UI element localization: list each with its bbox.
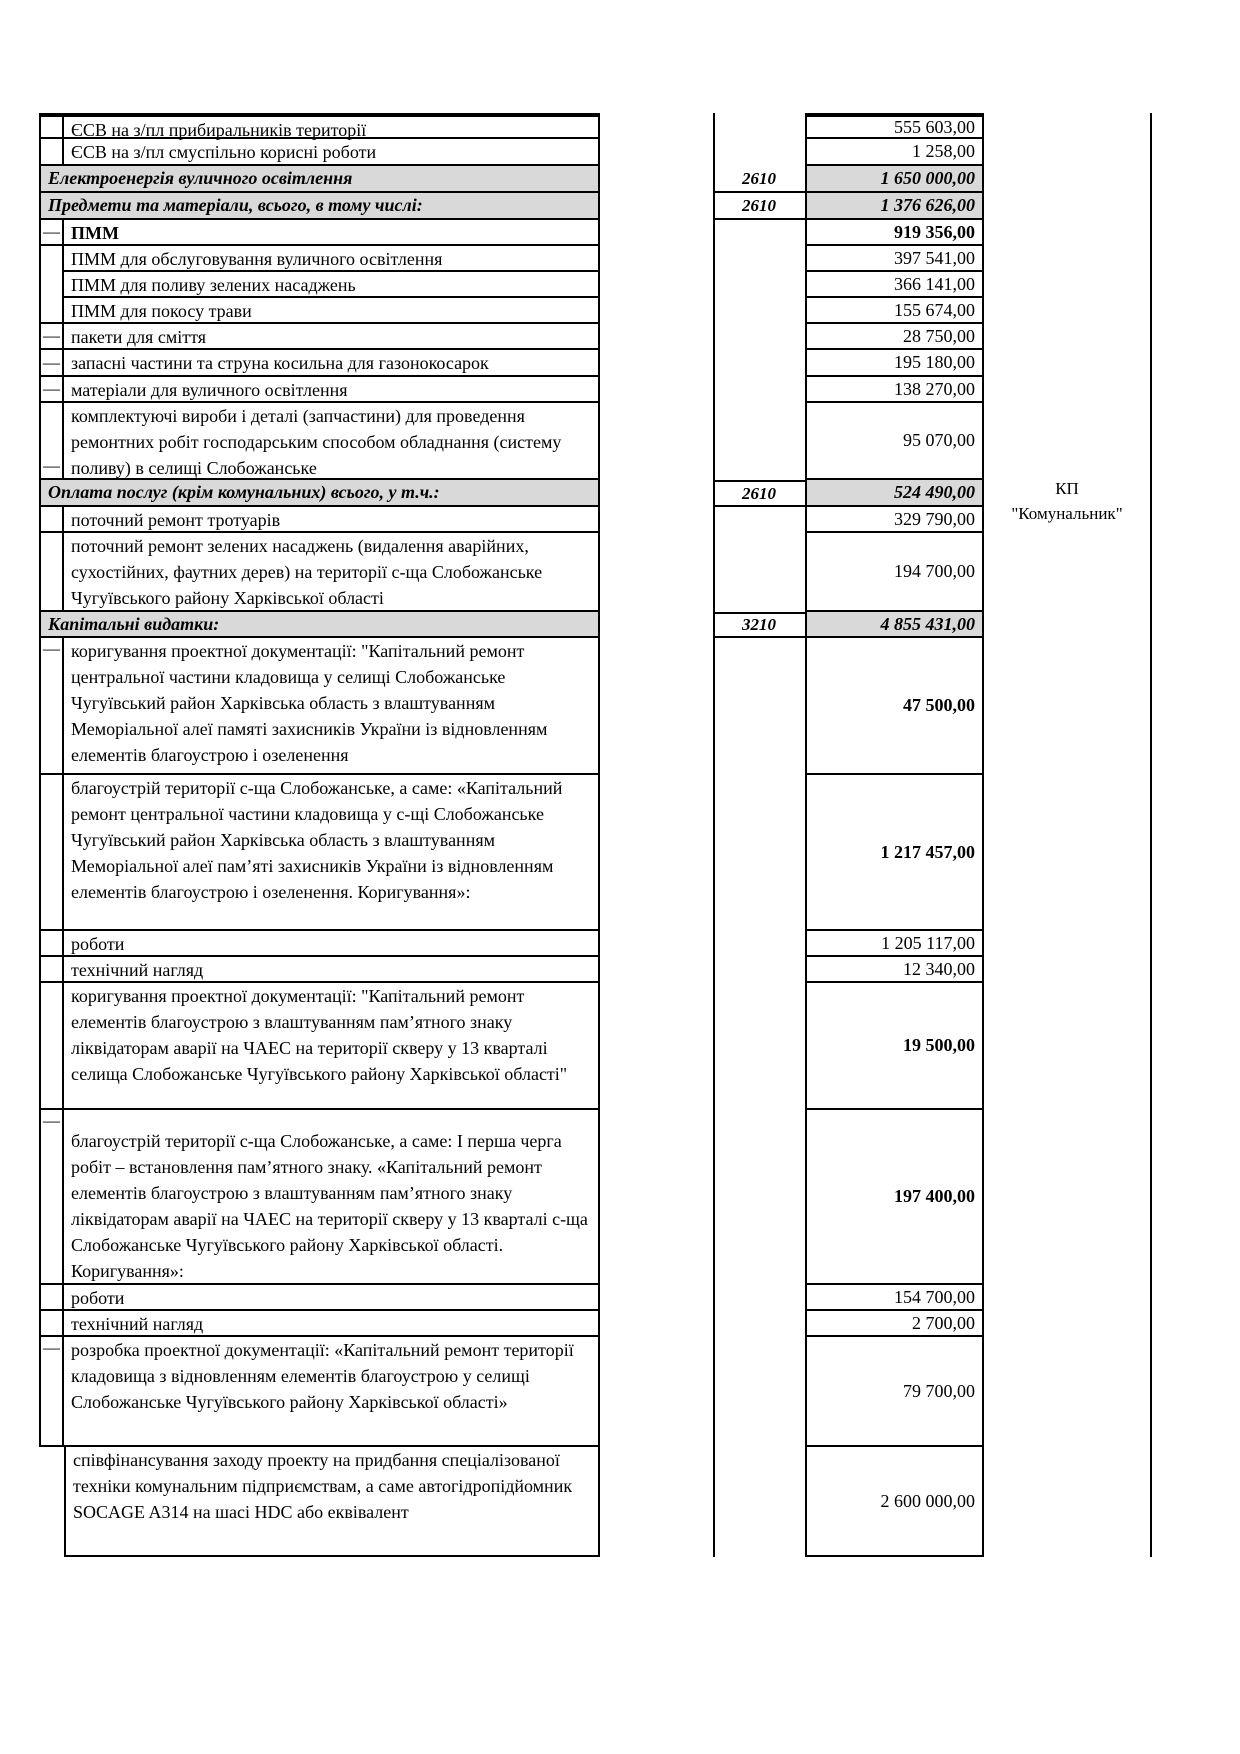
kekv-code (713, 775, 805, 931)
dash-cell (39, 113, 64, 139)
row-label: благоустрій території с-ща Слобожанське, а саме: «Капітальний ремонт центральної частини кладовища у с-щі Слобожанське Чугуївський район Харківська область з влаштуванням Меморіальної алеї пам’яті захисників України із відновленням елементів благоустрою і озеленення. Коригування»: (64, 775, 600, 931)
gap-cell (600, 113, 713, 139)
row-amount: 4 855 431,00 (805, 612, 984, 638)
kekv-code (713, 350, 805, 377)
dash-marker: — (43, 639, 60, 658)
row-amount: 919 356,00 (805, 220, 984, 246)
table-row (39, 957, 984, 983)
row-amount: 155 674,00 (805, 298, 984, 324)
kekv-code (713, 507, 805, 533)
kekv-code (713, 1311, 805, 1337)
row-label: роботи (64, 931, 600, 957)
row-label: поточний ремонт тротуарів (64, 507, 600, 533)
gap-cell (600, 272, 713, 298)
table-row (39, 403, 984, 480)
gap-cell (600, 1311, 713, 1337)
dash-cell (39, 324, 64, 350)
table-row (39, 113, 984, 139)
dash-cell (39, 533, 64, 612)
dash-marker: — (43, 379, 60, 398)
row-amount: 1 205 117,00 (805, 931, 984, 957)
row-amount: 28 750,00 (805, 324, 984, 350)
dash-cell (39, 638, 64, 775)
gap-cell (600, 638, 713, 775)
dash-marker: — (43, 1111, 60, 1130)
executor-column-rule (1150, 113, 1152, 1557)
dash-marker: — (43, 1338, 60, 1357)
row-amount: 366 141,00 (805, 272, 984, 298)
row-amount: 1 376 626,00 (805, 193, 984, 220)
row-label: ЄСВ на з/пл смуспільно корисні роботи (64, 139, 600, 166)
table-row (39, 507, 984, 533)
kekv-column-rule (713, 113, 715, 1557)
row-label: ПММ для поливу зелених насаджень (64, 272, 600, 298)
gap-cell (600, 957, 713, 983)
gap-cell (600, 324, 713, 350)
row-label: технічний нагляд (64, 957, 600, 983)
gap-cell (600, 350, 713, 377)
dash-cell (39, 298, 64, 324)
row-label: ЄСВ на з/пл прибиральників території (64, 113, 600, 139)
kekv-code: 2610 (713, 166, 805, 193)
table-row-section (39, 612, 984, 638)
dash-marker: — (43, 222, 60, 241)
gap-cell (600, 1447, 713, 1557)
table-row (39, 931, 984, 957)
row-amount: 12 340,00 (805, 957, 984, 983)
row-label: матеріали для вуличного освітлення (64, 377, 600, 403)
table-row (39, 533, 984, 612)
row-amount: 47 500,00 (805, 638, 984, 775)
kekv-code (713, 983, 805, 1110)
table-row-section (39, 193, 984, 220)
gap-cell (600, 612, 713, 638)
dash-cell (39, 403, 64, 480)
dash-cell (39, 1285, 64, 1311)
kekv-code (713, 1285, 805, 1311)
gap-cell (600, 480, 713, 507)
row-amount: 2 600 000,00 (805, 1447, 984, 1557)
table-row (39, 1337, 984, 1447)
table-row (39, 983, 984, 1110)
table-row (39, 1110, 984, 1285)
gap-cell (600, 377, 713, 403)
row-amount: 524 490,00 (805, 480, 984, 507)
row-label: поточний ремонт зелених насаджень (видалення аварійних, сухостійних, фаутних дерев) на території с-ща Слобожанське Чугуївського району Харківської області (64, 533, 600, 612)
kekv-code (713, 1110, 805, 1285)
gap-cell (600, 193, 713, 220)
dash-cell (39, 1311, 64, 1337)
gap-cell (600, 1337, 713, 1447)
row-label: співфінансування заходу проекту на придбання спеціалізованої техніки комунальним підприємствам, а саме автогідропідйомник SOCAGE A314 на шасі HDC або еквівалент (64, 1447, 600, 1557)
row-amount: 1 217 457,00 (805, 775, 984, 931)
row-amount: 79 700,00 (805, 1337, 984, 1447)
row-label: благоустрій території с-ща Слобожанське, а саме: І перша черга робіт – встановлення пам’ятного знаку. «Капітальний ремонт елементів благоустрою з влаштуванням пам’ятного знаку ліквідаторам аварії на ЧАЕС на території скверу у 13 кварталі с-ща Слобожанське Чугуївського району Харківської області. Коригування»: (64, 1110, 600, 1285)
gap-cell (600, 298, 713, 324)
table-row (39, 272, 984, 298)
dash-cell (39, 775, 64, 931)
kekv-code (713, 246, 805, 272)
gap-cell (600, 166, 713, 193)
row-label: ПММ для обслуговування вуличного освітлення (64, 246, 600, 272)
row-amount: 194 700,00 (805, 533, 984, 612)
executor-note-line2: "Комунальник" (1011, 504, 1123, 523)
table-row (39, 775, 984, 931)
kekv-code (713, 1447, 805, 1557)
budget-table (39, 113, 1123, 1557)
section-label: Оплата послуг (крім комунальних) всього, у т.ч.: (39, 480, 600, 507)
row-label: коригування проектної документації: "Капітальний ремонт центральної частини кладовища у селищі Слобожанське Чугуївський район Харківська область з влаштуванням Меморіальної алеї памяті захисників України із відновленням елементів благоустрою і озеленення (64, 638, 600, 775)
table-row (39, 246, 984, 272)
row-label: розробка проектної документації: «Капітальний ремонт території кладовища з відновленням елементів благоустрою у селищі Слобожанське Чугуївського району Харківської області» (64, 1337, 600, 1447)
row-label: комплектуючі вироби і деталі (запчастини) для проведення ремонтних робіт господарським способом обладнання (систему поливу) в селищі Слобожанське (64, 403, 600, 480)
gap-cell (600, 1110, 713, 1285)
dash-cell (39, 507, 64, 533)
section-label: Електроенергія вуличного освітлення (39, 166, 600, 193)
dash-cell (39, 246, 64, 272)
row-amount: 197 400,00 (805, 1110, 984, 1285)
kekv-code (713, 377, 805, 403)
table-row (39, 298, 984, 324)
empty-margin-cell (39, 1447, 64, 1557)
dash-cell (39, 983, 64, 1110)
row-label: коригування проектної документації: "Капітальний ремонт елементів благоустрою з влаштуванням пам’ятного знаку ліквідаторам аварії на ЧАЕС на території скверу у 13 кварталі селища Слобожанське Чугуївського району Харківської області" (64, 983, 600, 1110)
dash-marker: — (43, 326, 60, 345)
row-amount: 138 270,00 (805, 377, 984, 403)
dash-marker: — (43, 352, 60, 372)
kekv-code (713, 957, 805, 983)
row-amount: 1 258,00 (805, 139, 984, 166)
row-amount: 555 603,00 (805, 113, 984, 139)
table-row-section (39, 166, 984, 193)
table-row (39, 1311, 984, 1337)
row-label: пакети для сміття (64, 324, 600, 350)
row-label: технічний нагляд (64, 1311, 600, 1337)
table-row (39, 220, 984, 246)
kekv-code (713, 272, 805, 298)
executor-note (986, 476, 1148, 526)
row-label: запасні частини та струна косильна для газонокосарок (64, 350, 600, 377)
row-amount: 1 650 000,00 (805, 166, 984, 193)
row-label: ПММ (64, 220, 600, 246)
row-amount: 95 070,00 (805, 403, 984, 480)
gap-cell (600, 220, 713, 246)
table-row (39, 638, 984, 775)
gap-cell (600, 931, 713, 957)
row-amount: 19 500,00 (805, 983, 984, 1110)
dash-cell (39, 377, 64, 403)
table-row (39, 377, 984, 403)
kekv-code (713, 139, 805, 166)
dash-cell (39, 931, 64, 957)
kekv-code: 3210 (713, 612, 805, 638)
section-label: Предмети та матеріали, всього, в тому числі: (39, 193, 600, 220)
row-label: ПММ для покосу трави (64, 298, 600, 324)
gap-cell (600, 139, 713, 166)
dash-cell (39, 220, 64, 246)
dash-cell (39, 139, 64, 166)
kekv-code (713, 324, 805, 350)
kekv-code (713, 403, 805, 480)
gap-cell (600, 403, 713, 480)
row-label: роботи (64, 1285, 600, 1311)
table-row (39, 139, 984, 166)
dash-cell (39, 350, 64, 377)
dash-cell (39, 957, 64, 983)
row-amount: 397 541,00 (805, 246, 984, 272)
executor-note-line1: КП (1055, 479, 1079, 498)
gap-cell (600, 246, 713, 272)
kekv-code (713, 113, 805, 139)
kekv-code (713, 220, 805, 246)
kekv-code: 2610 (713, 480, 805, 507)
dash-cell (39, 1110, 64, 1285)
row-amount: 154 700,00 (805, 1285, 984, 1311)
kekv-code (713, 298, 805, 324)
kekv-code (713, 1337, 805, 1447)
table-row-section (39, 480, 984, 507)
table-row (39, 1447, 984, 1557)
row-amount: 2 700,00 (805, 1311, 984, 1337)
gap-cell (600, 507, 713, 533)
gap-cell (600, 1285, 713, 1311)
gap-cell (600, 983, 713, 1110)
row-amount: 329 790,00 (805, 507, 984, 533)
dash-cell (39, 272, 64, 298)
table-row (39, 324, 984, 350)
section-label: Капітальні видатки: (39, 612, 600, 638)
gap-cell (600, 533, 713, 612)
kekv-code (713, 638, 805, 775)
kekv-code (713, 931, 805, 957)
table-row (39, 1285, 984, 1311)
dash-cell (39, 1337, 64, 1447)
kekv-code (713, 533, 805, 612)
dash-marker: — (43, 456, 60, 475)
table-row (39, 350, 984, 377)
kekv-code: 2610 (713, 193, 805, 220)
gap-cell (600, 775, 713, 931)
row-amount: 195 180,00 (805, 350, 984, 377)
